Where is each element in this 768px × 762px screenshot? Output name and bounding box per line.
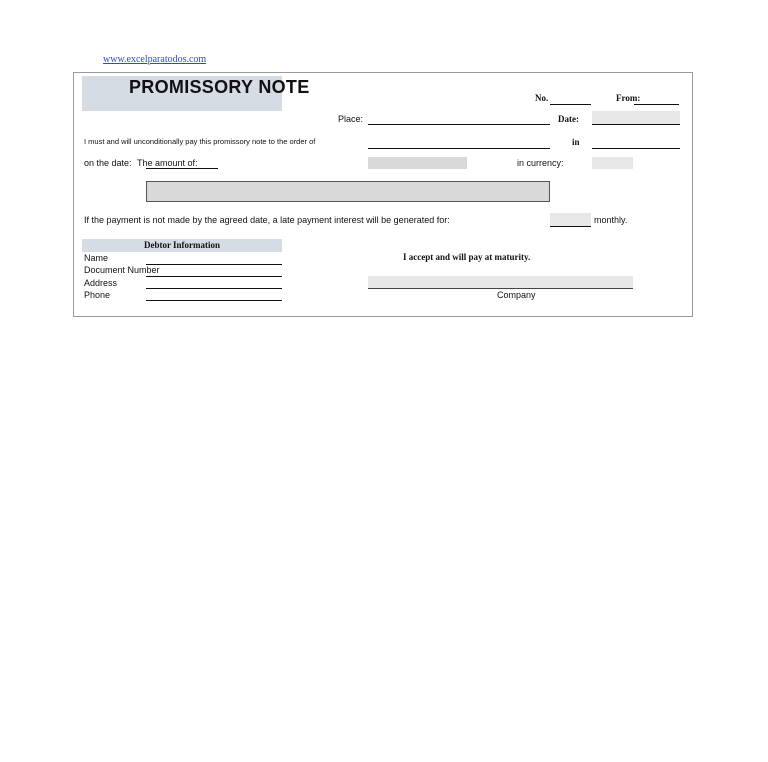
in-field[interactable] [592, 148, 680, 149]
late-payment-text: If the payment is not made by the agreed date, a late payment interest will be generated for: [84, 215, 450, 225]
in-label: in [572, 137, 580, 147]
date-field-underline [592, 124, 680, 125]
debtor-name-label: Name [84, 253, 109, 263]
debtor-document-label: Document Number [84, 265, 160, 275]
monthly-label: monthly. [594, 215, 628, 225]
date-field[interactable] [592, 111, 680, 124]
signature-field[interactable] [368, 276, 633, 288]
accept-statement: I accept and will pay at maturity. [403, 252, 531, 262]
debtor-document-field[interactable] [146, 276, 282, 277]
debtor-address-field[interactable] [146, 288, 282, 289]
payee-field[interactable] [368, 148, 550, 149]
company-label: Company [497, 290, 536, 300]
page-title: PROMISSORY NOTE [129, 77, 310, 97]
place-field[interactable] [368, 124, 550, 125]
place-label: Place: [338, 114, 364, 124]
amount-field[interactable] [368, 157, 467, 169]
interest-rate-field[interactable] [550, 213, 591, 226]
debtor-address-label: Address [84, 278, 118, 288]
debtor-phone-label: Phone [84, 290, 111, 300]
amount-of-underline [146, 168, 218, 169]
pay-order-text: I must and will unconditionally pay this promissory note to the order of [84, 137, 316, 146]
on-date-label: on the date: [84, 158, 132, 168]
interest-rate-underline [550, 226, 591, 227]
debtor-info-header: Debtor Information [82, 239, 282, 252]
in-currency-label: in currency: [517, 158, 564, 168]
signature-line [368, 288, 633, 289]
amount-in-words-field[interactable] [146, 181, 550, 202]
currency-field[interactable] [592, 157, 633, 169]
from-label: From: [616, 93, 641, 103]
debtor-phone-field[interactable] [146, 300, 282, 301]
no-field[interactable] [550, 104, 591, 105]
from-field[interactable] [634, 104, 679, 105]
debtor-name-field[interactable] [146, 264, 282, 265]
website-link[interactable]: www.excelparatodos.com [103, 54, 207, 65]
amount-of-label: The amount of: [137, 158, 198, 168]
date-label: Date: [558, 114, 579, 124]
no-label: No. [535, 93, 549, 103]
